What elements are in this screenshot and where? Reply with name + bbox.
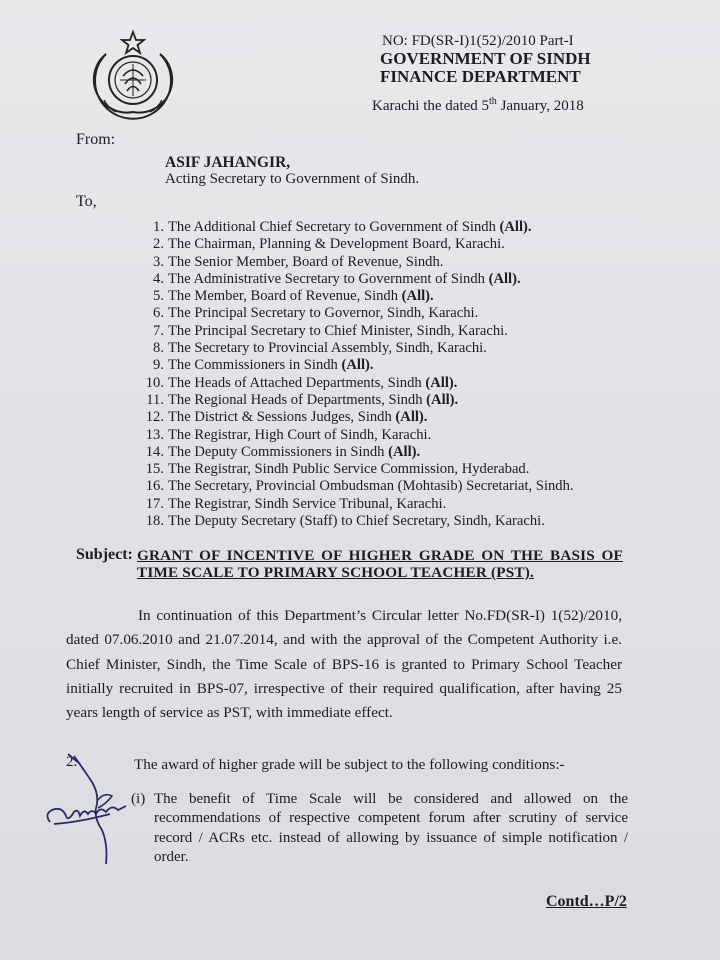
from-label: From: (76, 131, 116, 148)
paragraph-2: The award of higher grade will be subject to the following conditions:- (134, 756, 565, 773)
recipient-number: 16. (145, 478, 164, 495)
recipient-number: 17. (145, 495, 164, 512)
recipient-item (140, 496, 574, 513)
recipient-number: 6. (153, 305, 164, 322)
recipient-number: 13. (145, 426, 164, 443)
date-suffix: January, 2018 (496, 98, 584, 114)
recipient-suffix: (All). (426, 391, 459, 408)
date-superscript: th (489, 96, 497, 107)
paragraph-2-number: 2. (66, 754, 78, 770)
recipient-text: The Member, Board of Revenue, Sindh (168, 288, 402, 305)
paragraph-1 (66, 604, 622, 725)
recipient-number: 3. (153, 253, 164, 270)
recipient-item (140, 357, 574, 374)
recipient-suffix: (All). (395, 409, 428, 426)
recipient-text: The Administrative Secretary to Government of Sindh (168, 270, 489, 287)
letter-date (372, 96, 584, 115)
recipient-suffix: (All). (388, 443, 421, 460)
recipient-item (140, 305, 574, 322)
recipient-number: 18. (145, 513, 164, 530)
recipient-item (140, 375, 574, 392)
condition-number: (i) (131, 790, 146, 807)
recipient-number: 9. (153, 357, 164, 374)
department-name: FINANCE DEPARTMENT (380, 67, 581, 86)
recipient-text: The Heads of Attached Departments, Sindh (168, 374, 426, 391)
recipient-number: 4. (153, 270, 164, 287)
recipient-number: 10. (145, 374, 164, 391)
recipient-item (140, 288, 574, 305)
recipient-text: The Deputy Commissioners in Sindh (168, 443, 389, 460)
recipient-text: The Registrar, Sindh Public Service Commission, Hyderabad. (168, 461, 530, 478)
recipient-text: The Commissioners in Sindh (168, 357, 342, 374)
recipient-text: The Chairman, Planning & Development Board, Karachi. (168, 236, 505, 253)
recipient-item (140, 513, 574, 530)
recipient-number: 12. (145, 409, 164, 426)
reference-number: NO: FD(SR-I)1(52)/2010 Part-I (382, 33, 574, 49)
recipient-text: The District & Sessions Judges, Sindh (168, 409, 396, 426)
recipient-suffix: (All). (401, 288, 434, 305)
continued-marker: Contd…P/2 (546, 893, 627, 910)
sindh-government-seal-icon (86, 24, 180, 120)
recipient-text: The Senior Member, Board of Revenue, Sindh. (168, 253, 444, 270)
to-label: To, (76, 193, 97, 210)
recipient-text: The Secretary to Provincial Assembly, Sindh, Karachi. (168, 340, 487, 357)
paragraph-1-text: In continuation of this Department’s Circular letter No.FD(SR-I) 1(52)/2010, dated 07.06.2010 and 21.07.2014, and with the approval of the Competent Authority i.e. Chief Minister, Sindh, the Time Scale of BPS-16 is granted to Primary School Teacher initially recruited in BPS-07, irrespective of their required qualification, after having 25 years length of service as PST, with immediate effect. (66, 607, 622, 722)
recipient-item (140, 254, 574, 271)
condition-text: The benefit of Time Scale will be considered and allowed on the recommendations of respective competent forum after scrutiny of service record / ACRs etc. instead of allowing by issuance of simple notification / order. (154, 791, 628, 866)
recipient-suffix: (All). (341, 357, 374, 374)
recipient-item (140, 427, 574, 444)
recipient-number: 2. (153, 236, 164, 253)
recipient-text: The Regional Heads of Departments, Sindh (168, 391, 427, 408)
recipient-suffix: (All). (425, 374, 458, 391)
recipient-item (140, 392, 574, 409)
sender-name: ASIF JAHANGIR, (165, 154, 291, 171)
recipient-item (140, 409, 574, 426)
recipient-suffix: (All). (499, 219, 532, 235)
recipient-suffix: (All). (488, 270, 521, 287)
recipient-number: 5. (153, 288, 164, 305)
recipient-number: 14. (145, 443, 164, 460)
recipient-list (140, 219, 574, 530)
recipient-text: The Principal Secretary to Chief Minister, Sindh, Karachi. (168, 322, 508, 339)
recipient-item (140, 478, 574, 495)
recipient-item (140, 340, 574, 357)
recipient-text: The Registrar, Sindh Service Tribunal, Karachi. (168, 495, 447, 512)
recipient-number: 1. (153, 219, 164, 235)
recipient-text: The Registrar, High Court of Sindh, Karachi. (168, 426, 432, 443)
recipient-item (140, 219, 574, 236)
recipient-text: The Principal Secretary to Governor, Sindh, Karachi. (168, 305, 479, 322)
subject-text: GRANT OF INCENTIVE OF HIGHER GRADE ON THE BASIS OF TIME SCALE TO PRIMARY SCHOOL TEACHER (PST). (137, 547, 623, 581)
government-name: GOVERNMENT OF SINDH (380, 49, 591, 68)
letterhead (380, 32, 591, 86)
handwritten-signature (40, 752, 150, 872)
recipient-number: 15. (145, 461, 164, 478)
recipient-number: 7. (153, 322, 164, 339)
recipient-number: 11. (146, 391, 164, 408)
sender-title: Acting Secretary to Government of Sindh. (165, 171, 420, 187)
recipient-item (140, 236, 574, 253)
recipient-item (140, 271, 574, 288)
recipient-number: 8. (153, 340, 164, 357)
recipient-text: The Additional Chief Secretary to Government of Sindh (168, 219, 500, 235)
recipient-item (140, 323, 574, 340)
subject-label: Subject: (76, 546, 133, 563)
recipient-item (140, 461, 574, 478)
date-prefix: Karachi the dated 5 (372, 98, 490, 114)
recipient-item (140, 444, 574, 461)
recipient-text: The Secretary, Provincial Ombudsman (Mohtasib) Secretariat, Sindh. (168, 478, 574, 495)
recipient-text: The Deputy Secretary (Staff) to Chief Secretary, Sindh, Karachi. (168, 513, 545, 530)
